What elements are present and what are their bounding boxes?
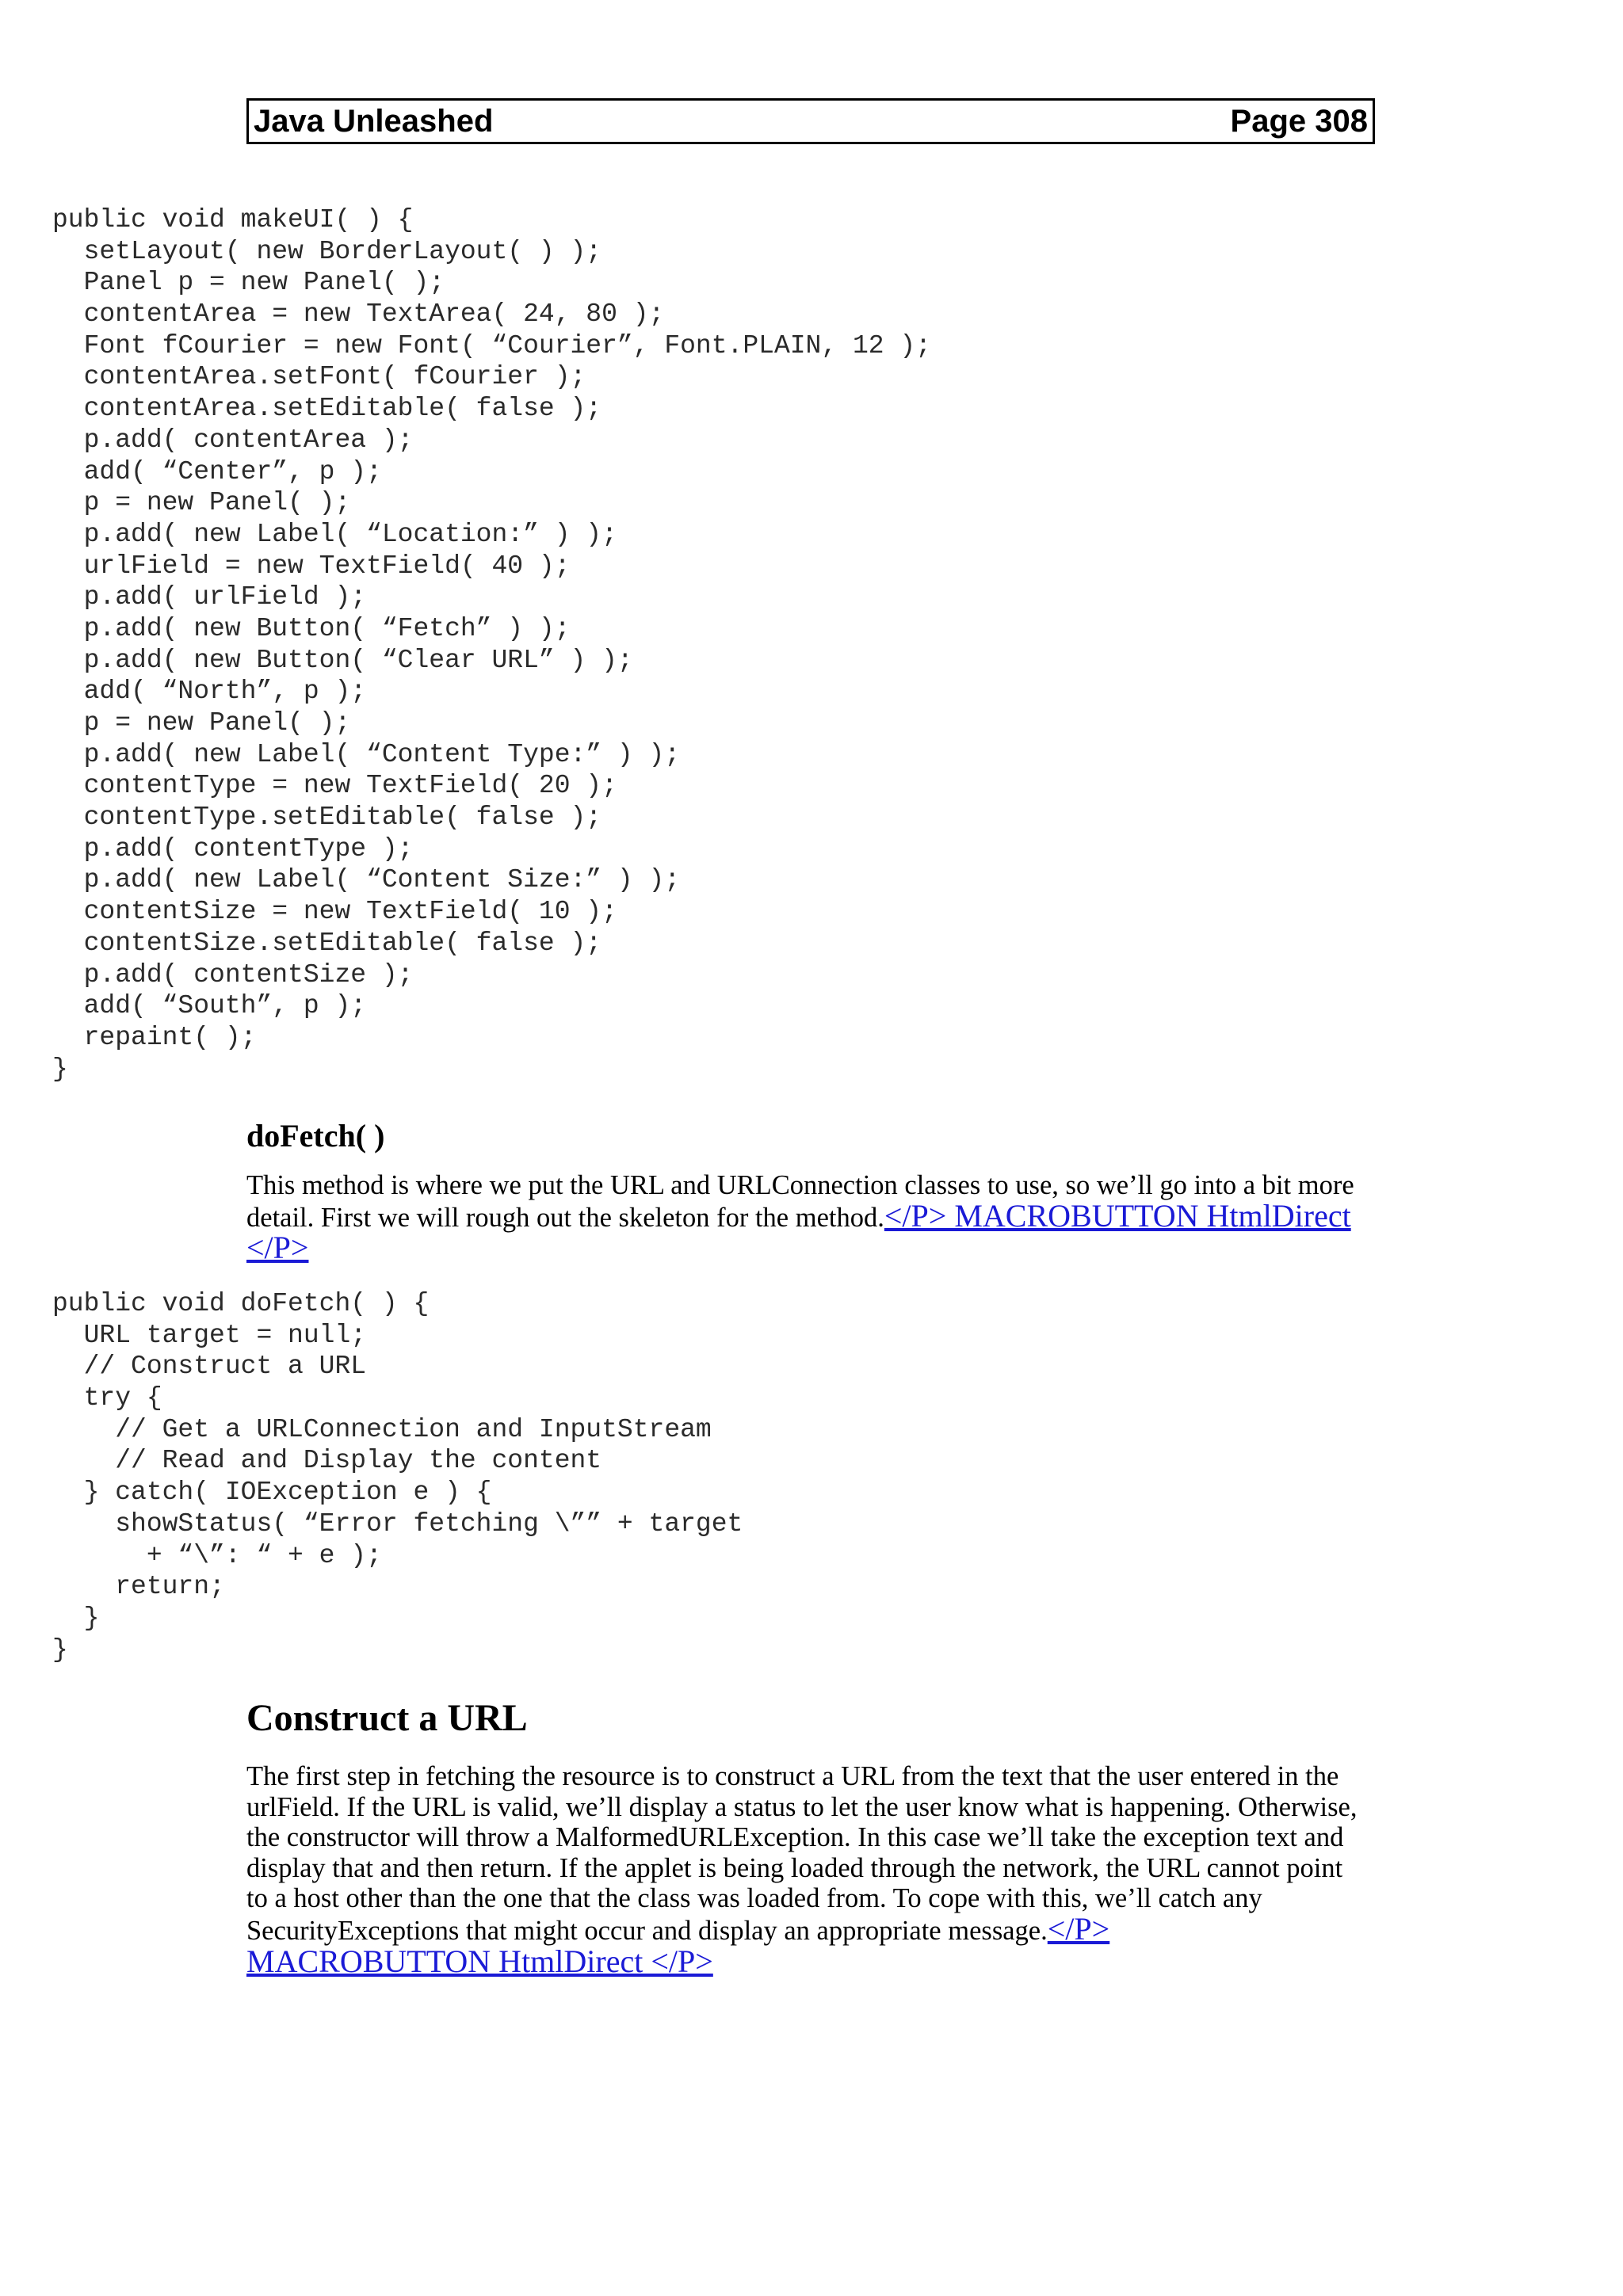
code-line: return; <box>52 1572 225 1602</box>
code-line: public void doFetch( ) { <box>52 1289 430 1318</box>
section-heading-construct-url: Construct a URL <box>246 1697 528 1739</box>
code-line: public void makeUI( ) { <box>52 205 414 235</box>
code-line: p.add( contentArea ); <box>52 425 414 455</box>
paragraph-line: the constructor will throw a MalformedURLException. In this case we’ll take the exception text and <box>246 1822 1344 1853</box>
paragraph-line <box>246 1197 1380 1234</box>
code-block-makeui <box>52 204 931 1085</box>
code-line: contentArea = new TextArea( 24, 80 ); <box>52 299 665 330</box>
code-line: p = new Panel( ); <box>52 488 351 518</box>
code-line: + “\”: “ + e ); <box>52 1540 382 1570</box>
code-line: contentType.setEditable( false ); <box>52 803 602 833</box>
code-line: p.add( new Label( “Content Size:” ) ); <box>52 865 681 895</box>
code-line: URL target = null; <box>52 1320 367 1350</box>
code-line: // Read and Display the content <box>52 1446 602 1476</box>
paragraph-line: The first step in fetching the resource is to construct a URL from the text that the user entered in the <box>246 1761 1339 1791</box>
code-line: repaint( ); <box>52 1022 257 1052</box>
code-line: } <box>52 1634 68 1665</box>
paragraph-line <box>246 1910 1380 1947</box>
code-line: contentArea.setFont( fCourier ); <box>52 362 586 392</box>
dofetch-paragraph <box>246 1170 1380 1265</box>
closing-p-link[interactable]: </P> <box>246 1230 309 1266</box>
paragraph-text: SecurityExceptions that might occur and display an appropriate message. <box>246 1915 1048 1946</box>
paragraph-line: display that and then return. If the applet is being loaded through the network, the URL cannot point <box>246 1852 1343 1883</box>
page-header <box>246 98 1375 144</box>
code-line: add( “North”, p ); <box>52 677 367 707</box>
code-line: // Get a URLConnection and InputStream <box>52 1414 712 1444</box>
code-line: } catch( IOException e ) { <box>52 1478 492 1508</box>
code-line: contentType = new TextField( 20 ); <box>52 771 617 801</box>
code-line: add( “South”, p ); <box>52 991 367 1021</box>
code-line: Font fCourier = new Font( “Courier”, Font.PLAIN, 12 ); <box>52 330 931 360</box>
code-line: p.add( contentSize ); <box>52 959 414 990</box>
code-line: p.add( new Label( “Content Type:” ) ); <box>52 739 681 769</box>
code-line: Panel p = new Panel( ); <box>52 268 445 298</box>
section-heading-dofetch: doFetch( ) <box>246 1118 385 1154</box>
code-line: p.add( new Label( “Location:” ) ); <box>52 519 617 549</box>
paragraph-line: urlField. If the URL is valid, we’ll display a status to let the user know what is happening. Otherwise, <box>246 1791 1358 1822</box>
code-line: try { <box>52 1383 162 1413</box>
code-line: p.add( new Button( “Clear URL” ) ); <box>52 645 633 675</box>
closing-p-link[interactable]: </P> <box>1047 1910 1110 1947</box>
code-line: p.add( urlField ); <box>52 582 367 612</box>
code-block-dofetch <box>52 1288 743 1665</box>
paragraph-line <box>246 1230 1380 1266</box>
paragraph-line: This method is where we put the URL and URLConnection classes to use, so we’ll go into a bit more <box>246 1170 1354 1200</box>
code-line: contentArea.setEditable( false ); <box>52 394 602 424</box>
code-line: p.add( contentType ); <box>52 833 414 864</box>
code-line: add( “Center”, p ); <box>52 456 382 486</box>
page-number: Page 308 <box>1230 104 1368 139</box>
code-line: urlField = new TextField( 40 ); <box>52 551 571 581</box>
code-line: contentSize = new TextField( 10 ); <box>52 897 617 927</box>
code-line: showStatus( “Error fetching \”” + target <box>52 1508 743 1539</box>
paragraph-text: detail. First we will rough out the skeleton for the method. <box>246 1202 884 1233</box>
code-line: p.add( new Button( “Fetch” ) ); <box>52 613 571 643</box>
paragraph-line: to a host other than the one that the class was loaded from. To cope with this, we’ll catch any <box>246 1883 1262 1914</box>
code-line: } <box>52 1603 100 1633</box>
code-line: } <box>52 1054 68 1084</box>
code-line: // Construct a URL <box>52 1352 367 1382</box>
code-line: contentSize.setEditable( false ); <box>52 928 602 958</box>
paragraph-line <box>246 1943 1380 1979</box>
code-line: setLayout( new BorderLayout( ) ); <box>52 236 602 266</box>
construct-url-paragraph <box>246 1761 1380 1978</box>
code-line: p = new Panel( ); <box>52 708 351 738</box>
book-title: Java Unleashed <box>254 104 494 139</box>
macrobutton-link[interactable]: </P> MACROBUTTON HtmlDirect <box>884 1197 1351 1234</box>
macrobutton-link[interactable]: MACROBUTTON HtmlDirect </P> <box>246 1943 713 1979</box>
